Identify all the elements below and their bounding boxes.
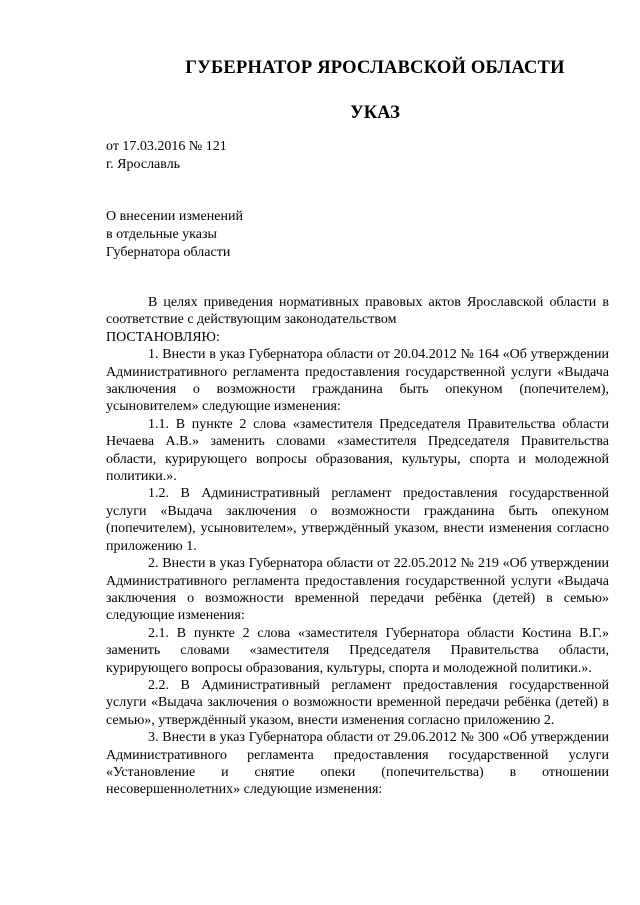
document-type: УКАЗ: [350, 103, 400, 123]
intro-paragraph: В целях приведения нормативных правовых актов Ярославской области в соответствие с действующим законодательством: [106, 295, 609, 328]
paragraph-2-1: 2.1. В пункте 2 слова «заместителя Губернатора области Костина В.Г.» заменить словами «заместителя Председателя Правительства области, курирующего вопросы образования, культуры, спорта и молодежной политики.».: [106, 625, 609, 676]
city: г. Ярославль: [106, 157, 181, 172]
date-number: от 17.03.2016 № 121: [106, 139, 227, 154]
document-body: [106, 294, 609, 799]
document-subject: [106, 208, 243, 262]
document-meta: [106, 138, 227, 174]
decree-word: ПОСТАНОВЛЯЮ:: [106, 329, 220, 345]
issuer-title: ГУБЕРНАТОР ЯРОСЛАВСКОЙ ОБЛАСТИ: [185, 58, 565, 78]
subject-line-2: в отдельные указы: [106, 227, 217, 242]
paragraph-1-2: 1.2. В Административный регламент предоставления государственной услуги «Выдача заключения о возможности гражданина быть опекуном (попечителем), усыновителем», утверждённый указом, внести изменения согласно приложению 1.: [106, 486, 609, 554]
paragraph-1-1: 1.1. В пункте 2 слова «заместителя Председателя Правительства области Нечаева А.В.» заменить словами «заместителя Председателя Правительства области, курирующего вопросы образования, культуры, спорта и молодежной политики.».: [106, 416, 609, 485]
subject-line-3: Губернатора области: [106, 245, 231, 260]
paragraph-2-2: 2.2. В Административный регламент предоставления государственной услуги «Выдача заключения о возможности временной передачи ребёнка (детей) в семью», утверждённый указом, внести изменения согласно приложению 2.: [106, 677, 609, 728]
paragraph-1: 1. Внести в указ Губернатора области от 20.04.2012 № 164 «Об утверждении Административного регламента предоставления государственной услуги «Выдача заключения о возможности гражданина быть опекуном (попечителем), усыновителем» следующие изменения:: [106, 347, 609, 415]
subject-line-1: О внесении изменений: [106, 209, 243, 224]
paragraph-2: 2. Внести в указ Губернатора области от 22.05.2012 № 219 «Об утверждении Административного регламента предоставления государственной услуги «Выдача заключения о возможности временной передачи ребёнка (детей) в семью» следующие изменения:: [106, 556, 609, 624]
paragraph-3: 3. Внести в указ Губернатора области от 29.06.2012 № 300 «Об утверждении Административного регламента предоставления государственной услуги «Установление и снятие опеки (попечительства) в отношении несовершеннолетних» следующие изменения:: [106, 730, 609, 798]
